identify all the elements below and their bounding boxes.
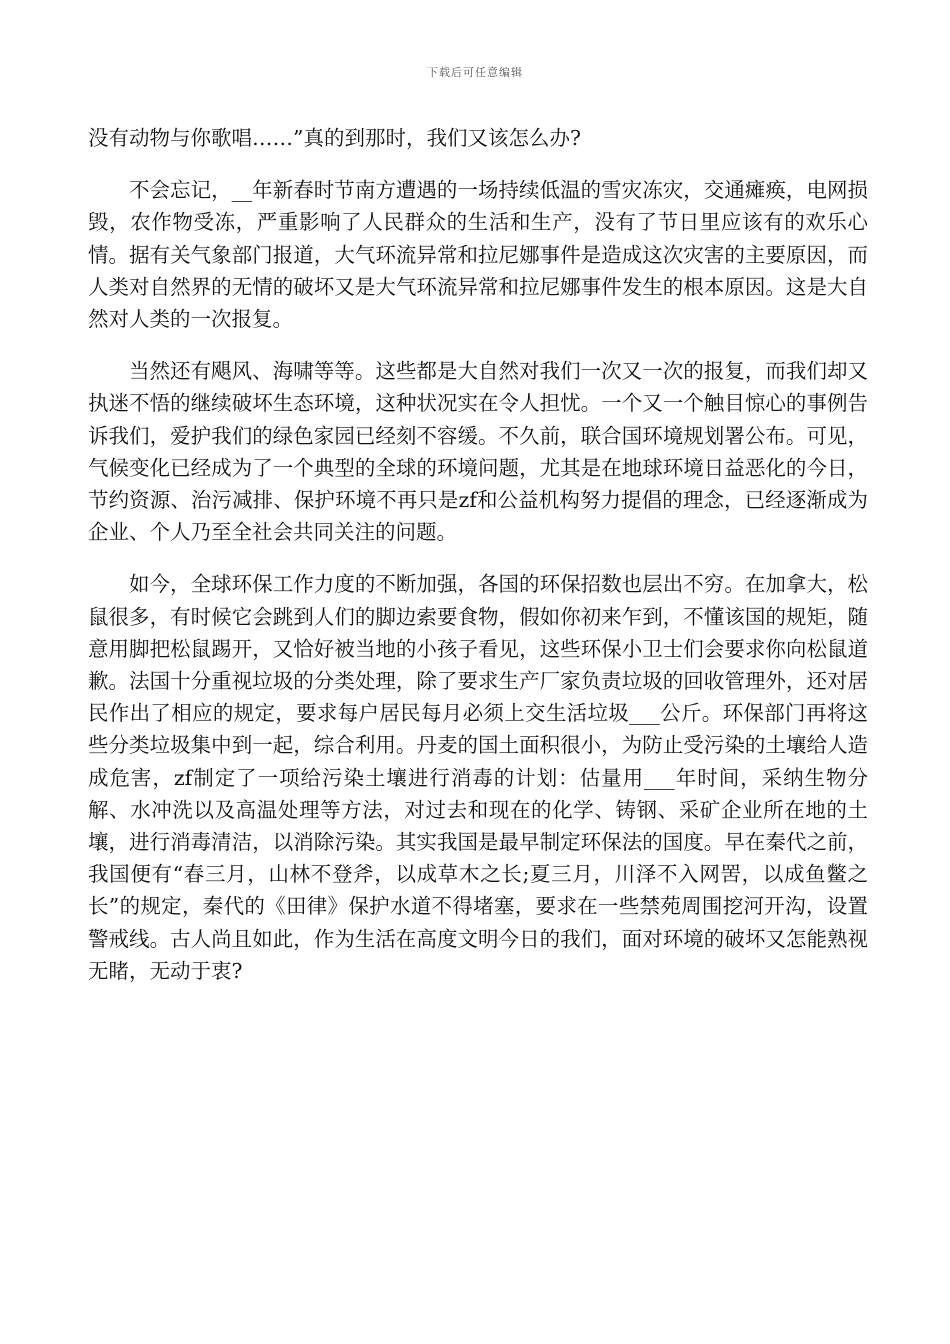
paragraph-snow-disaster: 不会忘记，__年新春时节南方遭遇的一场持续低温的雪灾冻灾，交通瘫痪，电网损毁，农作物受冻，严重影响了人民群众的生活和生产，没有了节日里应该有的欢乐心情。据有关气象部门报道，大气环流异常和拉尼娜事件是造成这次灾害的主要原因，而人类对自然界的无情的破坏又是大气环流异常和拉尼娜事件发生的根本原因。这是大自然对人类的一次报复。 <box>88 178 868 332</box>
paragraph-continuation: 没有动物与你歌唱……”真的到那时，我们又该怎么办? <box>88 126 581 150</box>
page-header: 下载后可任意编辑 <box>427 66 523 79</box>
document-body <box>88 122 868 1007</box>
paragraph-environment-concern: 当然还有飓风、海啸等等。这些都是大自然对我们一次又一次的报复，而我们却又执迷不悟的继续破坏生态环境，这种状况实在令人担忧。一个又一个触目惊心的事例告诉我们，爱护我们的绿色家园已经刻不容缓。不久前，联合国环境规划署公布。可见，气候变化已经成为了一个典型的全球的环境问题，尤其是在地球环境日益恶化的今日，节约资源、治污减排、保护环境不再只是zf和公益机构努力提倡的理念，已经逐渐成为企业、个人乃至全社会共同关注的问题。 <box>88 359 868 545</box>
paragraph-global-measures: 如今，全球环保工作力度的不断加强，各国的环保招数也层出不穷。在加拿大，松鼠很多，有时候它会跳到人们的脚边索要食物，假如你初来乍到，不懂该国的规矩，随意用脚把松鼠踢开，又恰好被当地的小孩子看见，这些环保小卫士们会要求你向松鼠道歉。法国十分重视垃圾的分类处理，除了要求生产厂家负责垃圾的回收管理外，还对居民作出了相应的规定，要求每户居民每月必须上交生活垃圾___公斤。环保部门再将这些分类垃圾集中到一起，综合利用。丹麦的国土面积很小，为防止受污染的土壤给人造成危害，zf制定了一项给污染土壤进行消毒的计划：估量用___年时间，采纳生物分解、水冲洗以及高温处理等方法，对过去和现在的化学、铸钢、采矿企业所在地的土壤，进行消毒清洁，以消除污染。其实我国是最早制定环保法的国度。早在秦代之前，我国便有“春三月，山林不登斧，以成草木之长;夏三月，川泽不入网罟，以成鱼鳖之长”的规定，秦代的《田律》保护水道不得堵塞，要求在一些禁苑周围挖河开沟，设置警戒线。古人尚且如此，作为生活在高度文明今日的我们，面对环境的破坏又怎能熟视无睹，无动于衷? <box>88 572 868 983</box>
